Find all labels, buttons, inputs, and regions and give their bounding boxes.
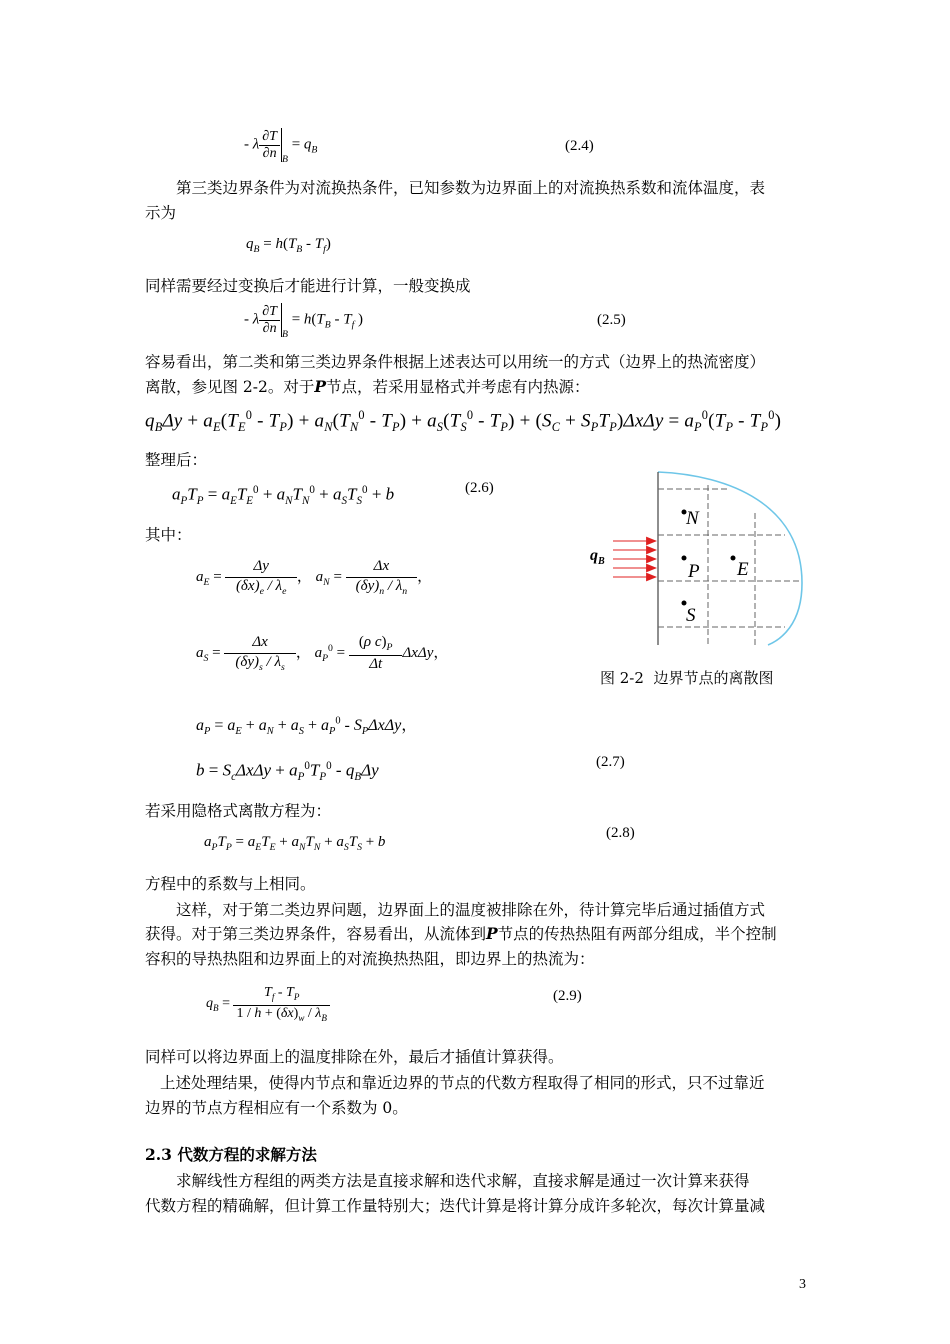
section-heading: 2.3 代数方程的求解方法 bbox=[145, 1145, 317, 1164]
paragraph-10-line-2: 边界的节点方程相应有一个系数为 0。 bbox=[145, 1099, 408, 1117]
paragraph-10-line-1: 上述处理结果，使得内节点和靠近边界的节点的代数方程取得了相同的形式，只不过靠近 bbox=[160, 1074, 765, 1092]
paragraph-5: 其中： bbox=[145, 526, 192, 544]
label-P: P bbox=[688, 561, 700, 582]
node-dot-P bbox=[682, 556, 687, 561]
label-N: N bbox=[686, 508, 699, 529]
equation-2-9: $q_B$ = $\frac{T_f - T_P}{1 / h + (\delta x)_w / \lambda_B}$ bbox=[206, 985, 330, 1023]
paragraph-7: 方程中的系数与上相同。 bbox=[145, 875, 316, 893]
equation-2-4: - λ $\frac{\partial T}{\partial n}$ $_B = q_B$ bbox=[244, 128, 318, 166]
equation-aE-aN: $a_E$ = $\frac{\Delta y}{(\delta x)_e / \lambda_e}$ ， $a_N$ = $\frac{\Delta x}{(\delta y)_n / \lambda_n}$ ， bbox=[196, 558, 433, 597]
paragraph-4: 整理后： bbox=[145, 451, 208, 469]
equation-qB: $q_B = h(T_B - T_f)$ bbox=[246, 236, 331, 255]
paragraph-3-line-2-pre: 离散，参见图 2-2。对于 bbox=[145, 378, 315, 396]
paragraph-6: 若采用隐格式离散方程为： bbox=[145, 802, 332, 820]
paragraph-1-line-1: 第三类边界条件为对流换热条件，已知参数为边界面上的对流换热系数和流体温度，表 bbox=[176, 179, 766, 197]
equation-number-2-6: (2.6) bbox=[465, 480, 494, 496]
paragraph-9: 同样可以将边界面上的温度排除在外，最后才插值计算获得。 bbox=[145, 1048, 564, 1066]
figure-boundary-grid bbox=[580, 465, 820, 655]
equation-2-6: $a_PT_P = a_ET_E^0 + a_NT_N^0 + a_ST_S^0 + b$ bbox=[172, 484, 395, 508]
node-dot-E bbox=[731, 556, 736, 561]
boundary-curve bbox=[658, 472, 802, 645]
equation-b: $b = S_c\Delta x\Delta y + a_P^0T_P^0 - q_B\Delta y$ bbox=[196, 760, 379, 784]
equation-number-2-9: (2.9) bbox=[553, 988, 582, 1004]
paragraph-11-line-2: 代数方程的精确解，但计算工作量特别大；迭代计算是将计算分成许多轮次，每次计算量减 bbox=[145, 1197, 766, 1215]
paragraph-3-line-2 bbox=[145, 374, 590, 400]
node-p-bold: P bbox=[314, 377, 327, 396]
label-E: E bbox=[737, 559, 749, 580]
equation-aS-aP0: $a_S$ = $\frac{\Delta x}{(\delta y)_s / \lambda_s}$ ， $a_P^0$ = $\frac{(\rho c)_P}{\Delta t}$ ΔxΔy， bbox=[196, 634, 449, 673]
equation-2-8: $a_PT_P = a_ET_E + a_NT_N + a_ST_S + b$ bbox=[204, 834, 386, 853]
paragraph-2: 同样需要经过变换后才能进行计算，一般变换成 bbox=[145, 277, 471, 295]
equation-2-5: - λ $\frac{\partial T}{\partial n}$ $_B = h(T_B - T_f$ ) bbox=[244, 303, 364, 341]
paragraph-3-line-1: 容易看出，第二类和第三类边界条件根据上述表达可以用统一的方式（边界上的热流密度） bbox=[145, 353, 766, 371]
label-qB-sub: B bbox=[598, 556, 605, 567]
paragraph-8-line-2-pre: 获得。对于第三类边界条件，容易看出，从流体到 bbox=[145, 925, 487, 943]
paragraph-8-line-2 bbox=[145, 921, 777, 947]
node-p-bold-2: P bbox=[486, 924, 498, 943]
label-qB bbox=[590, 547, 605, 567]
equation-number-2-4: (2.4) bbox=[565, 138, 594, 154]
paragraph-3-line-2-post: 节点，若采用显格式并考虑有内热源： bbox=[326, 378, 590, 396]
equation-number-2-8: (2.8) bbox=[606, 825, 635, 841]
equation-number-2-7: (2.7) bbox=[596, 754, 625, 770]
equation-explicit-discrete: $q_B\Delta y + a_E(T_E^0 - T_P) + a_N(T_N^0 - T_P) + a_S(T_S^0 - T_P) + (S_C + S_PT_P)\Delta x\Delta y = a_P^0(T_P - T_P^0)$ bbox=[145, 408, 782, 435]
page-number: 3 bbox=[799, 1277, 806, 1292]
label-S: S bbox=[686, 605, 696, 626]
paragraph-8-line-2-post: 节点的传热热阻有两部分组成，半个控制 bbox=[497, 925, 777, 943]
equation-number-2-5: (2.5) bbox=[597, 312, 626, 328]
equation-aP: $a_P = a_E + a_N + a_S + a_P^0 - S_P\Delta x\Delta y$， bbox=[196, 715, 418, 738]
paragraph-1-line-2: 示为 bbox=[145, 204, 177, 222]
paragraph-11-line-1: 求解线性方程组的两类方法是直接求解和迭代求解，直接求解是通过一次计算来获得 bbox=[176, 1172, 750, 1190]
figure-caption: 图 2-2 边界节点的离散图 bbox=[600, 669, 774, 687]
paragraph-8-line-3: 容积的导热热阻和边界面上的对流换热热阻，即边界上的热流为： bbox=[145, 950, 595, 968]
paragraph-8-line-1: 这样，对于第二类边界问题，边界面上的温度被排除在外，待计算完毕后通过插值方式 bbox=[176, 901, 766, 919]
label-qB-main: q bbox=[590, 547, 598, 564]
